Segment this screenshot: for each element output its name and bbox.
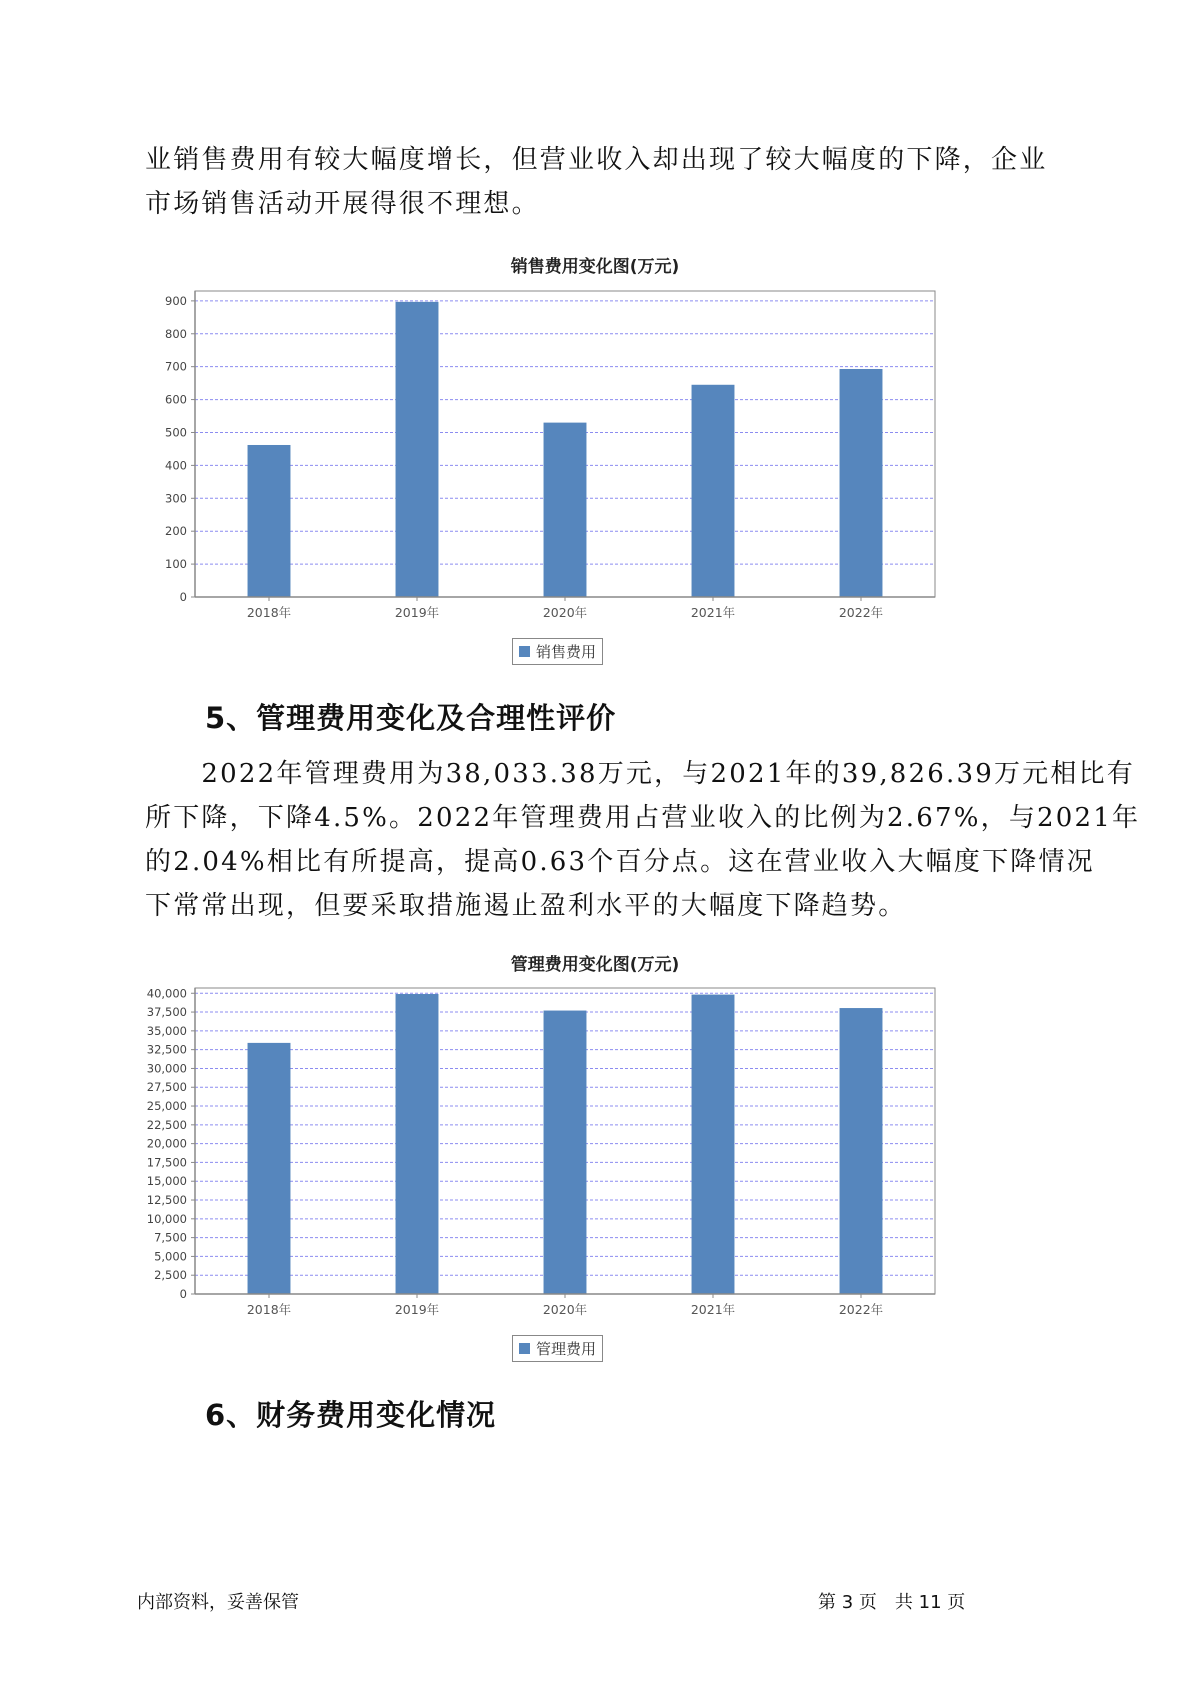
management-chart-title: 管理费用变化图(万元) — [510, 955, 680, 975]
page-number: 第 3 页 共 11 页 — [818, 1592, 966, 1613]
bar — [692, 995, 735, 1294]
legend-swatch — [519, 1343, 530, 1354]
y-tick-label: 35,000 — [146, 1023, 187, 1038]
management-chart-legend — [512, 1335, 603, 1362]
bar — [248, 445, 291, 597]
y-tick-label: 400 — [165, 458, 187, 473]
bar — [840, 369, 883, 597]
y-tick-label: 22,500 — [146, 1117, 187, 1132]
bar — [840, 1008, 883, 1294]
y-tick-label: 12,500 — [146, 1193, 187, 1208]
management-expense-chart — [145, 985, 1045, 1335]
y-tick-label: 2,500 — [154, 1268, 187, 1283]
x-tick-label: 2021年 — [690, 1302, 736, 1317]
sales-expense-chart — [145, 288, 1045, 638]
intro-paragraph — [145, 138, 1048, 226]
paragraph-line: 业销售费用有较大幅度增长，但营业收入却出现了较大幅度的下降，企业 — [145, 145, 1048, 175]
y-tick-label: 25,000 — [146, 1099, 187, 1114]
y-tick-label: 500 — [165, 425, 187, 440]
sales-chart-title: 销售费用变化图(万元) — [510, 257, 680, 277]
section-6-heading: 6、财务费用变化情况 — [205, 1398, 497, 1432]
paragraph-line: 下常常出现，但要采取措施遏止盈利水平的大幅度下降趋势。 — [145, 891, 907, 921]
y-tick-label: 300 — [165, 491, 187, 506]
x-tick-label: 2018年 — [246, 605, 292, 620]
x-tick-label: 2021年 — [690, 605, 736, 620]
y-tick-label: 900 — [165, 293, 187, 308]
paragraph-line: 市场销售活动开展得很不理想。 — [145, 189, 540, 219]
paragraph-line: 所下降，下降4.5%。2022年管理费用占营业收入的比例为2.67%，与2021年 — [145, 803, 1141, 833]
y-tick-label: 15,000 — [146, 1174, 187, 1189]
y-tick-label: 800 — [165, 326, 187, 341]
x-tick-label: 2020年 — [542, 605, 588, 620]
bar — [692, 385, 735, 597]
bar — [396, 994, 439, 1294]
y-tick-label: 5,000 — [154, 1249, 187, 1264]
x-tick-label: 2019年 — [394, 1302, 440, 1317]
y-tick-label: 20,000 — [146, 1136, 187, 1151]
y-tick-label: 27,500 — [146, 1080, 187, 1095]
y-tick-label: 30,000 — [146, 1061, 187, 1076]
y-tick-label: 32,500 — [146, 1042, 187, 1057]
y-tick-label: 7,500 — [154, 1230, 187, 1245]
bar — [544, 1011, 587, 1294]
bar — [396, 302, 439, 597]
y-tick-label: 0 — [179, 590, 187, 604]
y-tick-label: 40,000 — [146, 986, 187, 1001]
legend-label: 管理费用 — [536, 1340, 597, 1358]
y-tick-label: 200 — [165, 524, 187, 539]
sales-chart-legend — [512, 638, 603, 665]
y-tick-label: 17,500 — [146, 1155, 187, 1170]
paragraph-line: 的2.04%相比有所提高，提高0.63个百分点。这在营业收入大幅度下降情况 — [145, 847, 1095, 877]
legend-swatch — [519, 646, 530, 657]
x-tick-label: 2019年 — [394, 605, 440, 620]
legend-label: 销售费用 — [536, 643, 597, 661]
paragraph-line: 2022年管理费用为38,033.38万元，与2021年的39,826.39万元相比有 — [145, 759, 1135, 789]
bar — [544, 423, 587, 597]
x-tick-label: 2022年 — [838, 605, 884, 620]
section-5-paragraph — [145, 752, 1141, 928]
x-tick-label: 2018年 — [246, 1302, 292, 1317]
section-5-heading: 5、管理费用变化及合理性评价 — [205, 701, 617, 735]
y-tick-label: 37,500 — [146, 1005, 187, 1020]
y-tick-label: 10,000 — [146, 1211, 187, 1226]
y-tick-label: 600 — [165, 392, 187, 407]
bar — [248, 1043, 291, 1294]
y-tick-label: 700 — [165, 359, 187, 374]
footer-note: 内部资料，妥善保管 — [137, 1592, 299, 1613]
y-tick-label: 100 — [165, 557, 187, 572]
x-tick-label: 2022年 — [838, 1302, 884, 1317]
y-tick-label: 0 — [179, 1287, 187, 1301]
x-tick-label: 2020年 — [542, 1302, 588, 1317]
